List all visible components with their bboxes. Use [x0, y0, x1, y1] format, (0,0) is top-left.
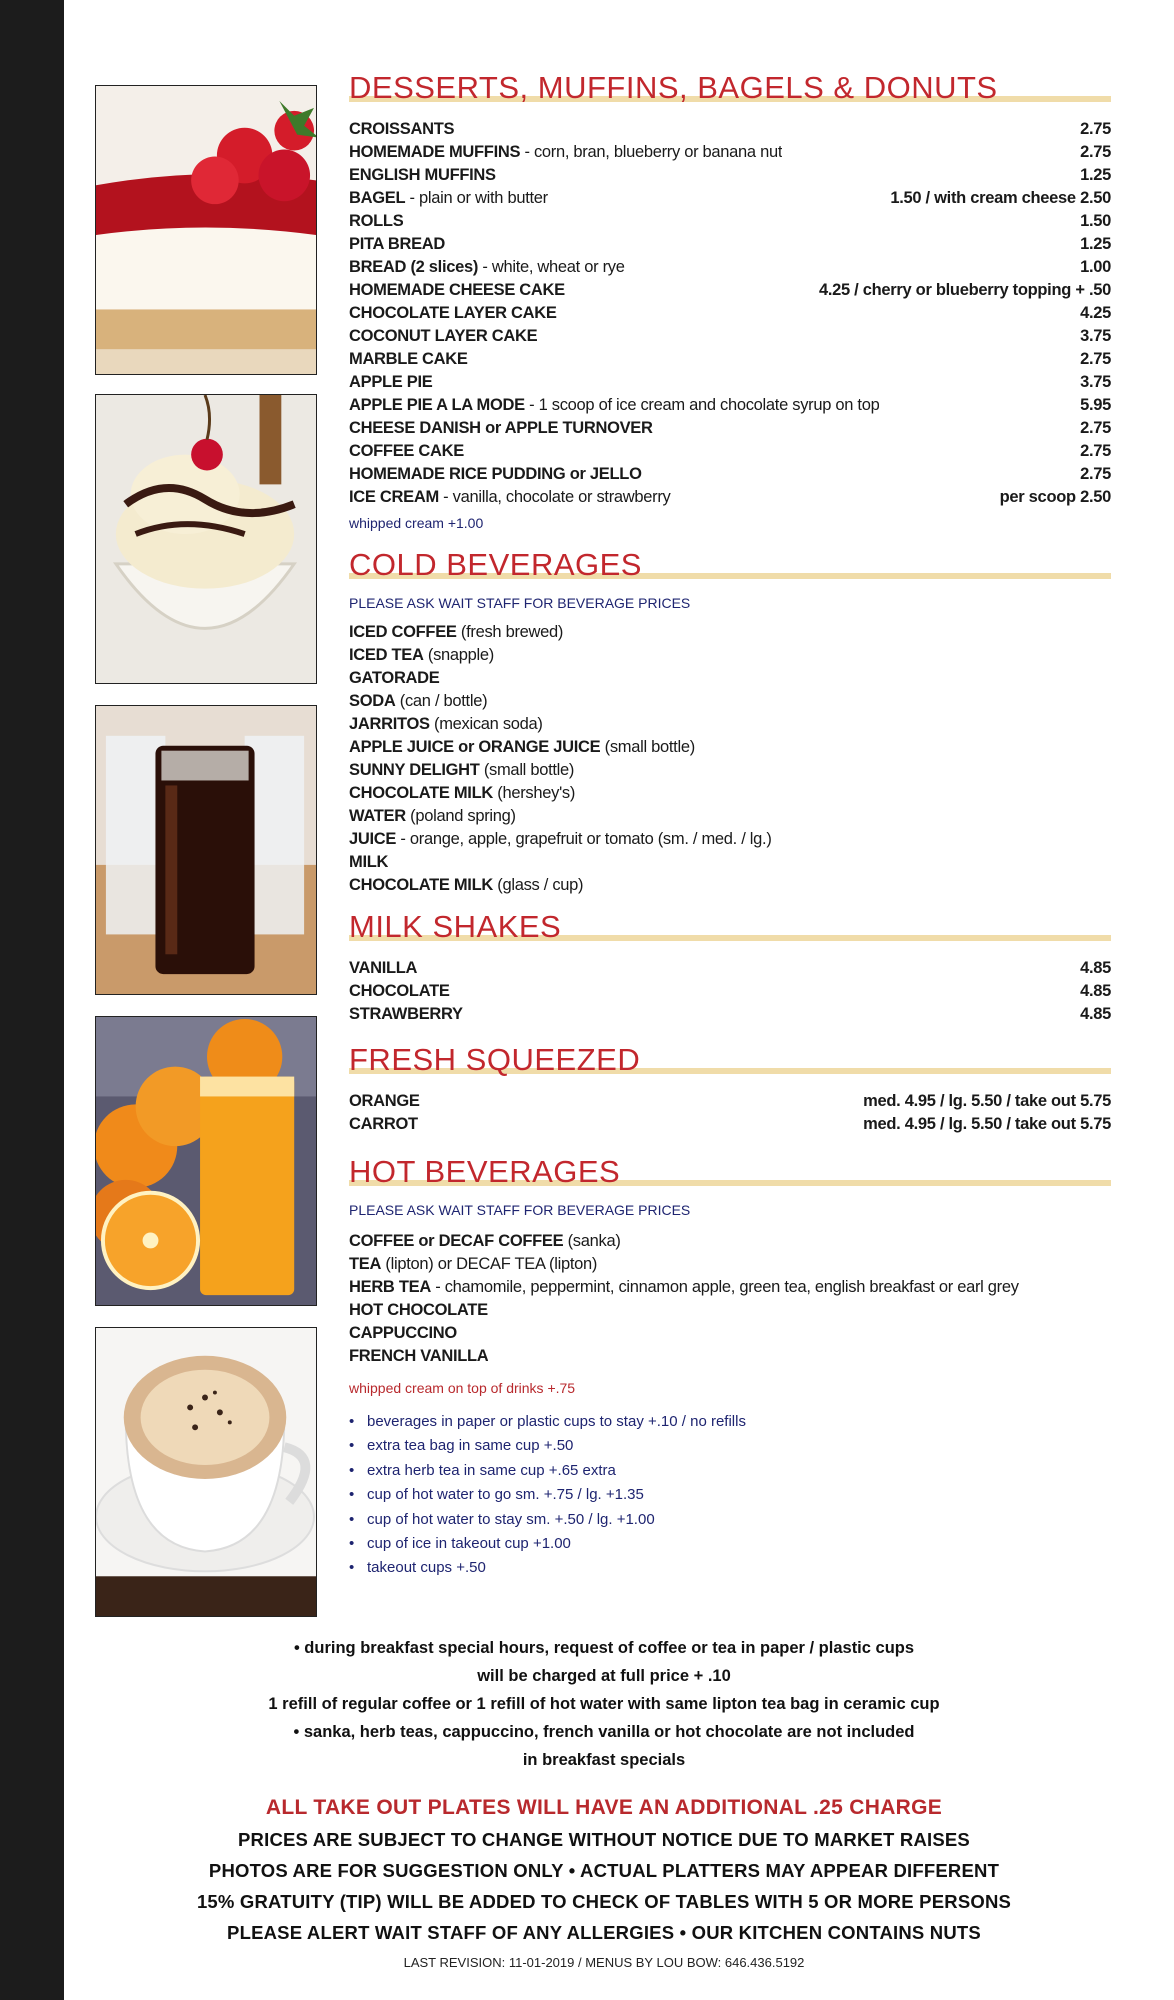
- item-name: CARROT: [349, 1115, 418, 1133]
- footer-policies: [140, 1824, 1068, 1948]
- item-description: (can / bottle): [395, 692, 488, 710]
- item-price-group: [1080, 141, 1111, 164]
- item-name: HOMEMADE CHEESE CAKE: [349, 281, 565, 299]
- item-name-group: [349, 279, 565, 302]
- menu-item: [349, 463, 1111, 486]
- item-price: 3.75: [1080, 327, 1111, 345]
- whipped-cream-drinks-note: whipped cream on top of drinks +.75: [349, 1380, 576, 1396]
- revision-line: LAST REVISION: 11-01-2019 / MENUS BY LOU BOW: 646.436.5192: [403, 1955, 805, 1970]
- item-description: (small bottle): [600, 738, 695, 756]
- item-price-options: med. 4.95 / lg. 5.50 / take out: [863, 1115, 1076, 1133]
- menu-item: [349, 417, 1111, 440]
- extra-item-text: cup of ice in takeout cup +1.00: [367, 1535, 571, 1553]
- item-price-group: [1080, 440, 1111, 463]
- item-name: CROISSANTS: [349, 120, 455, 138]
- item-price-group: [1080, 210, 1111, 233]
- breakfast-note-line: • sanka, herb teas, cappuccino, french vanilla or hot chocolate are not included: [293, 1723, 915, 1741]
- item-name-group: [349, 736, 695, 759]
- item-price: 1.00: [1080, 258, 1111, 276]
- policy-line: 15% GRATUITY (TIP) WILL BE ADDED TO CHECK OF TABLES WITH 5 OR MORE PERSONS: [196, 1891, 1012, 1912]
- item-name-group: [349, 141, 782, 164]
- menu-item: [349, 210, 1111, 233]
- item-name-group: [349, 118, 454, 141]
- item-name-group: [349, 1230, 621, 1253]
- item-price: 3.75: [1080, 373, 1111, 391]
- item-price-group: [863, 1090, 1111, 1113]
- policy-line: PHOTOS ARE FOR SUGGESTION ONLY • ACTUAL PLATTERS MAY APPEAR DIFFERENT: [208, 1860, 1000, 1881]
- item-name: CHOCOLATE LAYER CAKE: [349, 304, 557, 322]
- menu-item: [349, 1299, 1111, 1322]
- menu-item: [349, 980, 1111, 1003]
- item-price-group: [1080, 417, 1111, 440]
- item-name: COFFEE CAKE: [349, 442, 464, 460]
- item-name-group: [349, 164, 496, 187]
- item-price-group: [1080, 394, 1111, 417]
- item-name-group: [349, 667, 440, 690]
- item-name-group: [349, 1299, 488, 1322]
- item-description: (sanka): [563, 1232, 621, 1250]
- item-name: STRAWBERRY: [349, 1005, 463, 1023]
- milk-shakes-title: MILK SHAKES: [349, 909, 1111, 945]
- bullet-icon: •: [349, 1510, 355, 1528]
- desserts-title: DESSERTS, MUFFINS, BAGELS & DONUTS: [349, 70, 1111, 106]
- menu-item: [349, 1276, 1111, 1299]
- menu-content: [349, 70, 1111, 1581]
- hot-beverages-section: [349, 1154, 1111, 1581]
- menu-item: [349, 325, 1111, 348]
- item-price: 2.75: [1080, 350, 1111, 368]
- menu-item: [349, 1322, 1111, 1345]
- item-price: 1.50: [1080, 212, 1111, 230]
- menu-item: [349, 828, 1111, 851]
- item-price: 5.75: [1080, 1092, 1111, 1110]
- item-name: HOMEMADE RICE PUDDING or JELLO: [349, 465, 642, 483]
- extra-item-text: takeout cups +.50: [367, 1559, 486, 1577]
- item-price-group: [1080, 1003, 1111, 1026]
- item-name: MARBLE CAKE: [349, 350, 468, 368]
- item-price: 2.75: [1080, 442, 1111, 460]
- menu-item: [349, 957, 1111, 980]
- menu-item: [349, 782, 1111, 805]
- desserts-list: [349, 118, 1111, 509]
- item-description: (hershey's): [492, 784, 576, 802]
- breakfast-note-line: will be charged at full price + .10: [477, 1667, 731, 1685]
- extra-item: [349, 1532, 1111, 1556]
- item-name: GATORADE: [349, 669, 440, 687]
- item-name-group: [349, 621, 563, 644]
- item-price-group: [1080, 164, 1111, 187]
- fresh-squeezed-section: [349, 1042, 1111, 1136]
- item-price-group: [1080, 256, 1111, 279]
- menu-item: [349, 256, 1111, 279]
- menu-item: [349, 302, 1111, 325]
- item-description: (lipton) or DECAF TEA (lipton): [381, 1255, 598, 1273]
- item-name: JUICE: [349, 830, 397, 848]
- item-name: APPLE PIE: [349, 373, 433, 391]
- item-price-group: [890, 187, 1111, 210]
- bullet-icon: •: [349, 1559, 355, 1577]
- item-name-group: [349, 828, 772, 851]
- item-name: ICE CREAM: [349, 488, 439, 506]
- menu-item: [349, 690, 1111, 713]
- item-name-group: [349, 463, 642, 486]
- item-price-group: [819, 279, 1111, 302]
- fresh-squeezed-list: [349, 1090, 1111, 1136]
- item-name-group: [349, 256, 625, 279]
- menu-item: [349, 713, 1111, 736]
- cappuccino-photo: [95, 1327, 317, 1617]
- menu-item: [349, 621, 1111, 644]
- whipped-cream-note: whipped cream +1.00: [349, 515, 484, 531]
- menu-item: [349, 805, 1111, 828]
- menu-item: [349, 348, 1111, 371]
- item-price-options: 4.25 / cherry or blueberry topping: [818, 281, 1072, 299]
- item-name: BREAD (2 slices): [349, 258, 479, 276]
- item-name-group: [349, 394, 879, 417]
- breakfast-note-line: 1 refill of regular coffee or 1 refill of hot water with same lipton tea bag in ceramic cup: [268, 1695, 940, 1713]
- menu-item: [349, 1345, 1111, 1368]
- item-name: CHOCOLATE: [349, 982, 450, 1000]
- menu-item: [349, 759, 1111, 782]
- item-price-options: per scoop: [999, 488, 1076, 506]
- cheesecake-photo: [95, 85, 317, 375]
- item-price: 2.50: [1080, 488, 1111, 506]
- item-price-options: 1.50 / with cream cheese: [890, 189, 1076, 207]
- item-name: CHEESE DANISH or APPLE TURNOVER: [349, 419, 653, 437]
- item-name-group: [349, 1253, 597, 1276]
- item-name-group: [349, 233, 445, 256]
- item-name-group: [349, 874, 583, 897]
- item-name-group: [349, 440, 464, 463]
- menu-item: [349, 486, 1111, 509]
- menu-item: [349, 644, 1111, 667]
- item-price: 2.50: [1080, 189, 1111, 207]
- item-description: (glass / cup): [492, 876, 584, 894]
- item-price-group: [1080, 233, 1111, 256]
- menu-item: [349, 874, 1111, 897]
- item-name-group: [349, 713, 543, 736]
- item-name: ENGLISH MUFFINS: [349, 166, 496, 184]
- item-name: MILK: [349, 853, 389, 871]
- hot-beverages-title: HOT BEVERAGES: [349, 1154, 1111, 1190]
- item-price-group: [1080, 325, 1111, 348]
- item-name: APPLE JUICE or ORANGE JUICE: [349, 738, 601, 756]
- bullet-icon: •: [349, 1437, 355, 1455]
- item-name-group: [349, 980, 450, 1003]
- menu-item: [349, 1090, 1111, 1113]
- breakfast-note-line: in breakfast specials: [522, 1751, 686, 1769]
- item-description: - 1 scoop of ice cream and chocolate syrup on top: [524, 396, 880, 414]
- breakfast-note-line: • during breakfast special hours, request of coffee or tea in paper / plastic cups: [293, 1639, 915, 1657]
- item-price: 2.75: [1080, 143, 1111, 161]
- item-name: FRENCH VANILLA: [349, 1347, 489, 1365]
- extra-item-text: cup of hot water to go sm. +.75 / lg. +1.35: [367, 1486, 644, 1504]
- takeout-charge-notice: ALL TAKE OUT PLATES WILL HAVE AN ADDITIONAL .25 CHARGE: [265, 1796, 943, 1819]
- item-description: (snapple): [423, 646, 494, 664]
- item-price-group: [1080, 118, 1111, 141]
- item-price: 5.95: [1080, 396, 1111, 414]
- cold-beverages-section: [349, 547, 1111, 897]
- item-description: - orange, apple, grapefruit or tomato (sm. / med. / lg.): [396, 830, 772, 848]
- item-name-group: [349, 371, 433, 394]
- extra-item: [349, 1434, 1111, 1458]
- item-price: 4.85: [1080, 959, 1111, 977]
- menu-item: [349, 279, 1111, 302]
- bullet-icon: •: [349, 1461, 355, 1479]
- item-price-group: [1080, 980, 1111, 1003]
- item-price: 1.25: [1080, 166, 1111, 184]
- item-name-group: [349, 805, 516, 828]
- item-name-group: [349, 957, 417, 980]
- item-name-group: [349, 325, 537, 348]
- milk-shakes-list: [349, 957, 1111, 1026]
- footer: [140, 1792, 1068, 1976]
- item-price-group: [863, 1113, 1111, 1136]
- cola-photo: [95, 705, 317, 995]
- menu-item: [349, 667, 1111, 690]
- item-name: ROLLS: [349, 212, 404, 230]
- item-price-options: med. 4.95 / lg. 5.50 / take out: [863, 1092, 1076, 1110]
- item-name-group: [349, 417, 653, 440]
- item-name-group: [349, 486, 671, 509]
- extra-item: [349, 1410, 1111, 1434]
- item-name-group: [349, 782, 575, 805]
- milk-shakes-section: [349, 909, 1111, 1026]
- menu-item: [349, 371, 1111, 394]
- item-name-group: [349, 187, 548, 210]
- item-name-group: [349, 1003, 463, 1026]
- extra-item-text: beverages in paper or plastic cups to stay +.10 / no refills: [367, 1413, 746, 1430]
- item-name-group: [349, 644, 494, 667]
- item-description: (poland spring): [405, 807, 516, 825]
- menu-item: [349, 440, 1111, 463]
- item-price: 4.25: [1080, 304, 1111, 322]
- item-description: - white, wheat or rye: [478, 258, 625, 276]
- policy-line: PLEASE ALERT WAIT STAFF OF ANY ALLERGIES • OUR KITCHEN CONTAINS NUTS: [227, 1922, 981, 1943]
- item-name: ORANGE: [349, 1092, 420, 1110]
- item-name: APPLE PIE A LA MODE: [349, 396, 525, 414]
- item-name: HOT CHOCOLATE: [349, 1301, 488, 1319]
- item-name: CHOCOLATE MILK: [349, 784, 493, 802]
- item-price: 2.75: [1080, 465, 1111, 483]
- item-name-group: [349, 210, 403, 233]
- extra-item-text: extra herb tea in same cup +.65 extra: [367, 1461, 616, 1479]
- extra-item: [349, 1508, 1111, 1532]
- item-name: ICED TEA: [349, 646, 424, 664]
- left-dark-bar: [0, 0, 64, 2000]
- item-name: PITA BREAD: [349, 235, 446, 253]
- item-name: JARRITOS: [349, 715, 430, 733]
- bullet-icon: •: [349, 1486, 355, 1504]
- orange-juice-photo: [95, 1016, 317, 1306]
- item-description: - plain or with butter: [405, 189, 548, 207]
- item-description: (small bottle): [479, 761, 575, 779]
- extra-item: [349, 1483, 1111, 1507]
- fresh-squeezed-title: FRESH SQUEEZED: [349, 1042, 1111, 1078]
- menu-item: [349, 1113, 1111, 1136]
- item-price-group: [1080, 463, 1111, 486]
- item-name: CHOCOLATE MILK: [349, 876, 493, 894]
- cold-beverages-title: COLD BEVERAGES: [349, 547, 1111, 583]
- item-name-group: [349, 1090, 420, 1113]
- desserts-section: [349, 70, 1111, 533]
- item-price-group: [1080, 957, 1111, 980]
- item-price: 1.25: [1080, 235, 1111, 253]
- item-name: ICED COFFEE: [349, 623, 457, 641]
- item-price: 5.75: [1080, 1115, 1111, 1133]
- menu-item: [349, 118, 1111, 141]
- menu-item: [349, 394, 1111, 417]
- item-name-group: [349, 1345, 488, 1368]
- item-name-group: [349, 690, 487, 713]
- extra-item-text: extra tea bag in same cup +.50: [367, 1437, 574, 1455]
- menu-item: [349, 233, 1111, 256]
- menu-item: [349, 187, 1111, 210]
- bullet-icon: •: [349, 1413, 355, 1430]
- item-description: (fresh brewed): [456, 623, 564, 641]
- menu-item: [349, 851, 1111, 874]
- item-name: COFFEE or DECAF COFFEE: [349, 1232, 564, 1250]
- item-price: 2.75: [1080, 419, 1111, 437]
- item-name-group: [349, 1276, 1019, 1299]
- item-name: TEA: [349, 1255, 382, 1273]
- item-description: - corn, bran, blueberry or banana nut: [520, 143, 783, 161]
- item-name: BAGEL: [349, 189, 406, 207]
- item-price: 4.85: [1080, 982, 1111, 1000]
- item-name: HOMEMADE MUFFINS: [349, 143, 521, 161]
- item-name: CAPPUCCINO: [349, 1324, 457, 1342]
- menu-item: [349, 736, 1111, 759]
- item-description: - vanilla, chocolate or strawberry: [438, 488, 671, 506]
- bullet-icon: •: [349, 1535, 355, 1553]
- sundae-photo: [95, 394, 317, 684]
- item-name: WATER: [349, 807, 406, 825]
- item-name: SODA: [349, 692, 396, 710]
- item-name: VANILLA: [349, 959, 418, 977]
- item-name: SUNNY DELIGHT: [349, 761, 480, 779]
- menu-item: [349, 141, 1111, 164]
- hot-beverage-extras: [349, 1410, 1111, 1581]
- item-name-group: [349, 302, 557, 325]
- item-name-group: [349, 759, 574, 782]
- breakfast-notes: [150, 1634, 1058, 1774]
- item-price-group: [1000, 486, 1111, 509]
- item-name-group: [349, 1322, 457, 1345]
- cold-beverages-list: [349, 621, 1111, 897]
- item-name: COCONUT LAYER CAKE: [349, 327, 538, 345]
- item-description: - chamomile, peppermint, cinnamon apple, green tea, english breakfast or earl grey: [430, 1278, 1019, 1296]
- item-price-group: [1080, 371, 1111, 394]
- ask-staff-note: PLEASE ASK WAIT STAFF FOR BEVERAGE PRICES: [349, 595, 691, 611]
- extra-item: [349, 1459, 1111, 1483]
- item-name-group: [349, 851, 388, 874]
- item-description: (mexican soda): [429, 715, 543, 733]
- item-price-group: [1080, 302, 1111, 325]
- item-name-group: [349, 348, 468, 371]
- extra-item-text: cup of hot water to stay sm. +.50 / lg. +1.00: [367, 1510, 655, 1528]
- policy-line: PRICES ARE SUBJECT TO CHANGE WITHOUT NOTICE DUE TO MARKET RAISES: [238, 1829, 970, 1850]
- hot-beverages-list: [349, 1230, 1111, 1368]
- extra-item: [349, 1556, 1111, 1580]
- item-price: + .50: [1075, 281, 1111, 299]
- item-name: HERB TEA: [349, 1278, 431, 1296]
- menu-item: [349, 1230, 1111, 1253]
- menu-item: [349, 1253, 1111, 1276]
- ask-staff-note: PLEASE ASK WAIT STAFF FOR BEVERAGE PRICES: [349, 1202, 691, 1218]
- item-price-group: [1080, 348, 1111, 371]
- item-name-group: [349, 1113, 418, 1136]
- menu-item: [349, 1003, 1111, 1026]
- item-price: 4.85: [1080, 1005, 1111, 1023]
- item-price: 2.75: [1080, 120, 1111, 138]
- menu-item: [349, 164, 1111, 187]
